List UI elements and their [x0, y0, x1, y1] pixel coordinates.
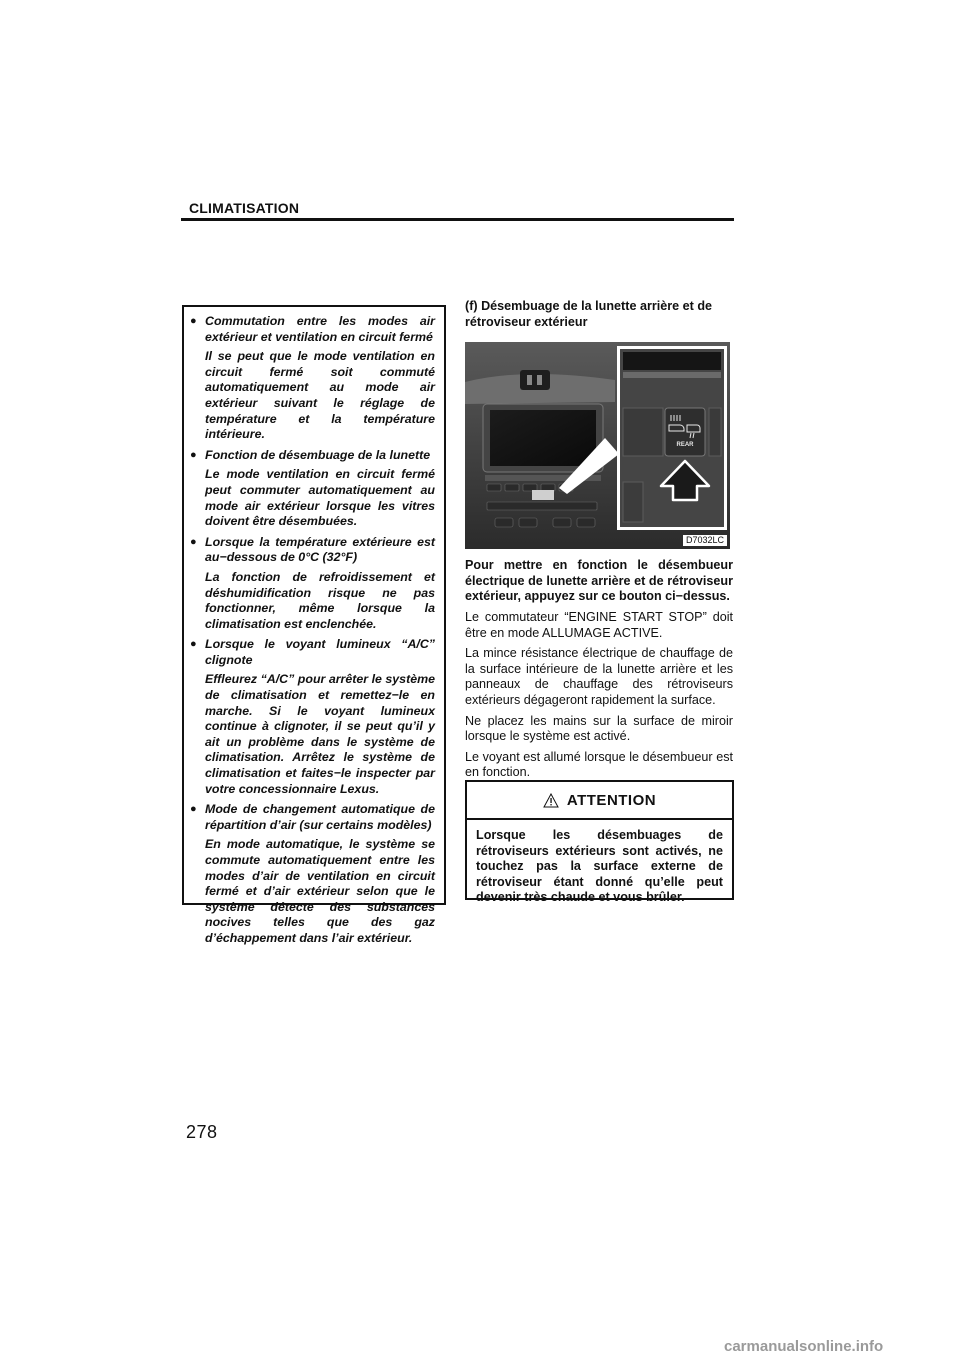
body-paragraph: La mince résistance électrique de chauffage de la surface intérieure de la lunette arrière et les panneaux de chauffage des rétroviseurs extérieurs dégageront rapidement la surface.	[465, 646, 733, 707]
body-paragraph: Le commutateur “ENGINE START STOP” doit être en mode ALLUMAGE ACTIVE.	[465, 609, 733, 640]
warning-header	[467, 782, 732, 820]
warning-text: Lorsque les désembuages de rétroviseurs extérieurs sont activés, ne touchez pas la surface externe de rétroviseur étant donné qu’elle peut devenir très chaude et vous brûler.	[476, 828, 723, 905]
header-rule	[181, 218, 734, 221]
notice-item-text: Il se peut que le mode ventilation en circuit fermé soit commuté automatiquement au mode air extérieur suivant le réglage de température et la température intérieure.	[205, 349, 435, 442]
bullet-icon: ●	[190, 535, 197, 548]
notice-item-text: La fonction de refroidissement et déshumidification risque ne pas fonctionner, même lorsque la climatisation est enclenchée.	[205, 569, 435, 631]
watermark: carmanualsonline.info	[724, 1338, 884, 1355]
notice-item	[190, 448, 435, 530]
body-paragraph: Ne placez les mains sur la surface de miroir lorsque le système est activé.	[465, 713, 733, 744]
notice-item-text: En mode automatique, le système se commute automatiquement entre les modes d’air de ventilation en circuit fermé et d’air extérieur selon que le système détecte des substances nocives telles que des gaz d’échappement dans l’air extérieur.	[205, 837, 435, 945]
notice-item	[190, 535, 435, 633]
bullet-icon: ●	[190, 803, 197, 816]
notice-item	[190, 802, 435, 946]
bullet-icon: ●	[190, 638, 197, 651]
instruction-text: Pour mettre en fonction le désembueur électrique de lunette arrière et de rétroviseur extérieur, appuyez sur ce bouton ci−dessus.	[465, 558, 733, 604]
bullet-icon: ●	[190, 448, 197, 461]
section-heading: (f) Désembuage de la lunette arrière et de rétroviseur extérieur	[465, 299, 713, 329]
notice-item	[190, 637, 435, 797]
figure-code: D7032LC	[683, 535, 727, 546]
notice-item-text: Le mode ventilation en circuit fermé peut commuter automatiquement au mode air extérieur lorsque les vitres doivent être désembuées.	[205, 467, 435, 529]
page-number: 278	[186, 1122, 218, 1142]
bullet-icon: ●	[190, 315, 197, 327]
right-column	[465, 299, 733, 781]
notice-item-text: Effleurez “A/C” pour arrêter le système de climatisation et remettez−le en marche. Si le voyant lumineux continue à clignoter, il se peut qu’il y ait un problème dans le système de climatisation. Arrêtez le système de climatisation et faites−le inspecter par votre concessionnaire Lexus.	[205, 672, 435, 796]
notice-item-title: Lorsque la température extérieure est au−dessous de 0°C (32°F)	[205, 534, 435, 565]
warning-box	[465, 780, 734, 905]
warning-triangle-icon	[543, 793, 559, 808]
notice-box	[182, 305, 446, 945]
warning-title: ATTENTION	[566, 791, 657, 809]
notice-item-title: Lorsque le voyant lumineux “A/C” clignote	[205, 637, 435, 667]
rear-button-label: REAR	[676, 442, 694, 449]
body-paragraph: Le voyant est allumé lorsque le désembueur est en fonction.	[465, 749, 733, 780]
notice-item	[190, 314, 435, 443]
dashboard-illustration	[465, 342, 730, 549]
notice-item-title: Fonction de désembuage de la lunette	[205, 447, 431, 462]
section-header-title: CLIMATISATION	[189, 200, 300, 216]
notice-item-title: Mode de changement automatique de répartition d’air (sur certains modèles)	[205, 802, 435, 832]
notice-item-title: Commutation entre les modes air extérieur et ventilation en circuit fermé	[205, 314, 435, 344]
dashboard-figure	[465, 342, 730, 549]
